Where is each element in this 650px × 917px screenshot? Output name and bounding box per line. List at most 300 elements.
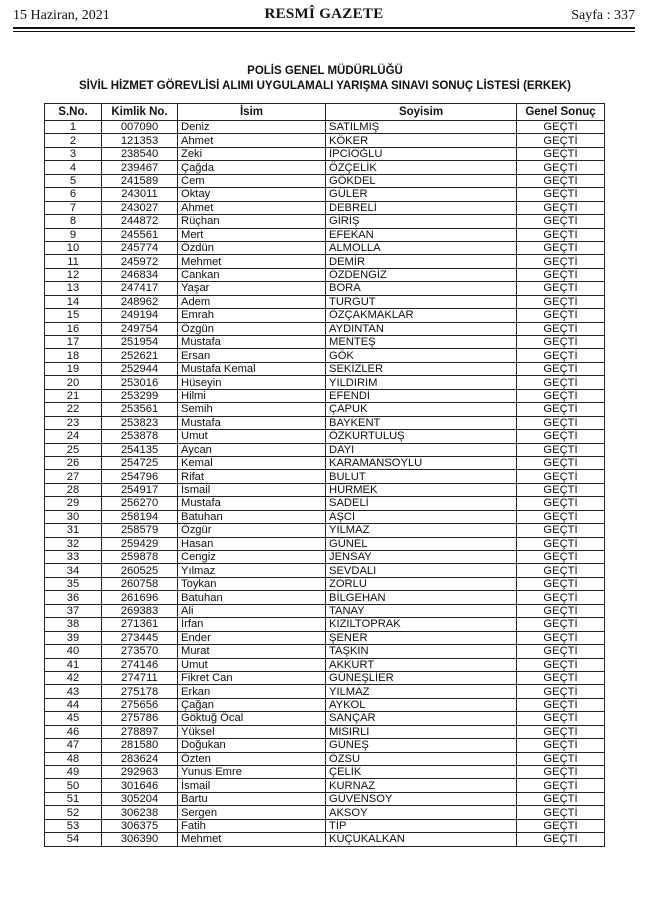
cell-name: Ahmet	[178, 201, 326, 214]
cell-surname: GÜNEŞ	[326, 739, 517, 752]
cell-surname: BİLGEHAN	[326, 591, 517, 604]
cell-result: GEÇTİ	[517, 752, 605, 765]
cell-result: GEÇTİ	[517, 470, 605, 483]
cell-surname: TURGUT	[326, 295, 517, 308]
cell-name: Cengiz	[178, 551, 326, 564]
cell-sno: 10	[45, 241, 102, 254]
cell-name: Mustafa Kemal	[178, 362, 326, 375]
cell-id: 253299	[102, 389, 178, 402]
cell-surname: AYDINTAN	[326, 322, 517, 335]
cell-surname: ÇAPUK	[326, 403, 517, 416]
cell-sno: 19	[45, 362, 102, 375]
cell-result: GEÇTİ	[517, 201, 605, 214]
cell-surname: AŞCI	[326, 510, 517, 523]
cell-id: 243011	[102, 188, 178, 201]
table-row	[45, 443, 605, 456]
cell-sno: 26	[45, 456, 102, 469]
cell-name: Zeki	[178, 147, 326, 160]
cell-result: GEÇTİ	[517, 739, 605, 752]
cell-surname: ÇELİK	[326, 766, 517, 779]
cell-name: Yüksel	[178, 725, 326, 738]
cell-result: GEÇTİ	[517, 591, 605, 604]
organization-name: POLİS GENEL MÜDÜRLÜĞÜ	[247, 65, 403, 77]
cell-surname: HÜRMEK	[326, 483, 517, 496]
cell-result: GEÇTİ	[517, 188, 605, 201]
cell-name: Çağda	[178, 161, 326, 174]
table-row	[45, 483, 605, 496]
cell-surname: ÖZÇELİK	[326, 161, 517, 174]
table-row	[45, 712, 605, 725]
cell-id: 259429	[102, 537, 178, 550]
table-row	[45, 376, 605, 389]
cell-result: GEÇTİ	[517, 456, 605, 469]
cell-sno: 38	[45, 618, 102, 631]
cell-name: Rifat	[178, 470, 326, 483]
cell-id: 121353	[102, 134, 178, 147]
table-row	[45, 698, 605, 711]
column-header-id: Kimlik No.	[102, 104, 178, 121]
cell-id: 292963	[102, 766, 178, 779]
cell-sno: 27	[45, 470, 102, 483]
cell-surname: TİP	[326, 819, 517, 832]
cell-name: Bartu	[178, 792, 326, 805]
cell-surname: AYKOL	[326, 698, 517, 711]
cell-sno: 21	[45, 389, 102, 402]
cell-result: GEÇTİ	[517, 215, 605, 228]
cell-result: GEÇTİ	[517, 147, 605, 160]
cell-result: GEÇTİ	[517, 645, 605, 658]
cell-name: Fatih	[178, 819, 326, 832]
cell-surname: ÖZKURTULUŞ	[326, 430, 517, 443]
cell-result: GEÇTİ	[517, 295, 605, 308]
cell-id: 251954	[102, 336, 178, 349]
cell-result: GEÇTİ	[517, 443, 605, 456]
cell-id: 247417	[102, 282, 178, 295]
cell-name: Sergen	[178, 806, 326, 819]
cell-surname: AKSOY	[326, 806, 517, 819]
cell-name: Yılmaz	[178, 564, 326, 577]
cell-sno: 13	[45, 282, 102, 295]
table-row	[45, 792, 605, 805]
cell-sno: 50	[45, 779, 102, 792]
cell-surname: GÜNEŞLİER	[326, 671, 517, 684]
column-header-surname: Soyisim	[326, 104, 517, 121]
cell-id: 260758	[102, 577, 178, 590]
cell-name: Murat	[178, 645, 326, 658]
header-rule-thin	[13, 31, 635, 32]
cell-surname: MENTEŞ	[326, 336, 517, 349]
cell-result: GEÇTİ	[517, 725, 605, 738]
table-row	[45, 228, 605, 241]
table-row	[45, 336, 605, 349]
cell-sno: 22	[45, 403, 102, 416]
cell-id: 007090	[102, 121, 178, 134]
cell-surname: YILMAZ	[326, 685, 517, 698]
cell-name: Doğukan	[178, 739, 326, 752]
cell-id: 274711	[102, 671, 178, 684]
cell-id: 241589	[102, 174, 178, 187]
cell-name: Deniz	[178, 121, 326, 134]
cell-result: GEÇTİ	[517, 403, 605, 416]
cell-sno: 33	[45, 551, 102, 564]
table-row	[45, 430, 605, 443]
cell-sno: 49	[45, 766, 102, 779]
cell-surname: DAYI	[326, 443, 517, 456]
header-gazette-title: RESMÎ GAZETE	[264, 6, 384, 22]
table-row	[45, 524, 605, 537]
cell-surname: YILDIRIM	[326, 376, 517, 389]
cell-name: İsmail	[178, 779, 326, 792]
table-row	[45, 497, 605, 510]
cell-surname: BAYKENT	[326, 416, 517, 429]
cell-sno: 18	[45, 349, 102, 362]
cell-id: 253016	[102, 376, 178, 389]
cell-result: GEÇTİ	[517, 161, 605, 174]
table-row	[45, 819, 605, 832]
cell-sno: 29	[45, 497, 102, 510]
cell-sno: 41	[45, 658, 102, 671]
cell-sno: 45	[45, 712, 102, 725]
cell-surname: KÖKER	[326, 134, 517, 147]
cell-result: GEÇTİ	[517, 577, 605, 590]
table-row	[45, 362, 605, 375]
cell-sno: 12	[45, 268, 102, 281]
cell-sno: 35	[45, 577, 102, 590]
cell-id: 244872	[102, 215, 178, 228]
table-row	[45, 134, 605, 147]
cell-surname: GÜVENSOY	[326, 792, 517, 805]
cell-id: 259878	[102, 551, 178, 564]
cell-sno: 4	[45, 161, 102, 174]
table-row	[45, 510, 605, 523]
cell-sno: 17	[45, 336, 102, 349]
cell-id: 273570	[102, 645, 178, 658]
table-row	[45, 631, 605, 644]
table-row	[45, 241, 605, 254]
table-row	[45, 551, 605, 564]
cell-name: Fikret Can	[178, 671, 326, 684]
cell-surname: ÖZDENGİZ	[326, 268, 517, 281]
cell-id: 248962	[102, 295, 178, 308]
cell-sno: 52	[45, 806, 102, 819]
cell-id: 249194	[102, 309, 178, 322]
table-row	[45, 255, 605, 268]
table-row	[45, 456, 605, 469]
cell-name: Umut	[178, 658, 326, 671]
cell-name: Batuhan	[178, 510, 326, 523]
cell-id: 254917	[102, 483, 178, 496]
cell-id: 249754	[102, 322, 178, 335]
results-table	[44, 103, 605, 847]
cell-name: Rüçhan	[178, 215, 326, 228]
cell-surname: GÜNEL	[326, 537, 517, 550]
cell-sno: 42	[45, 671, 102, 684]
cell-id: 256270	[102, 497, 178, 510]
cell-id: 239467	[102, 161, 178, 174]
cell-sno: 3	[45, 147, 102, 160]
cell-surname: GÜLER	[326, 188, 517, 201]
table-row	[45, 618, 605, 631]
cell-surname: KIZILTOPRAK	[326, 618, 517, 631]
cell-id: 245972	[102, 255, 178, 268]
gazette-header	[13, 6, 635, 24]
cell-result: GEÇTİ	[517, 241, 605, 254]
cell-sno: 40	[45, 645, 102, 658]
cell-id: 306238	[102, 806, 178, 819]
cell-surname: İPCİOĞLU	[326, 147, 517, 160]
cell-surname: ÖZÇAKMAKLAR	[326, 309, 517, 322]
cell-id: 253561	[102, 403, 178, 416]
cell-id: 254135	[102, 443, 178, 456]
cell-result: GEÇTİ	[517, 389, 605, 402]
cell-name: Kemal	[178, 456, 326, 469]
cell-result: GEÇTİ	[517, 766, 605, 779]
cell-result: GEÇTİ	[517, 349, 605, 362]
cell-name: Cem	[178, 174, 326, 187]
cell-sno: 43	[45, 685, 102, 698]
cell-sno: 20	[45, 376, 102, 389]
cell-sno: 28	[45, 483, 102, 496]
column-header-result: Genel Sonuç	[517, 104, 605, 121]
table-row	[45, 645, 605, 658]
cell-id: 253878	[102, 430, 178, 443]
cell-result: GEÇTİ	[517, 537, 605, 550]
table-header-row	[45, 104, 605, 121]
cell-surname: BULUT	[326, 470, 517, 483]
cell-result: GEÇTİ	[517, 833, 605, 846]
cell-id: 245561	[102, 228, 178, 241]
cell-result: GEÇTİ	[517, 712, 605, 725]
table-row	[45, 739, 605, 752]
cell-name: Özgür	[178, 524, 326, 537]
cell-id: 275178	[102, 685, 178, 698]
table-row	[45, 147, 605, 160]
cell-surname: MISIRLI	[326, 725, 517, 738]
table-row	[45, 188, 605, 201]
cell-surname: KARAMANSOYLU	[326, 456, 517, 469]
cell-result: GEÇTİ	[517, 685, 605, 698]
cell-id: 306390	[102, 833, 178, 846]
cell-name: Göktuğ Öcal	[178, 712, 326, 725]
cell-surname: SADELİ	[326, 497, 517, 510]
cell-name: İrfan	[178, 618, 326, 631]
cell-result: GEÇTİ	[517, 806, 605, 819]
table-row	[45, 564, 605, 577]
cell-id: 243027	[102, 201, 178, 214]
cell-name: Hüseyin	[178, 376, 326, 389]
document-title: SİVİL HİZMET GÖREVLİSİ ALIMI UYGULAMALI YARIŞMA SINAVI SONUÇ LİSTESİ (ERKEK)	[79, 80, 571, 92]
cell-id: 283624	[102, 752, 178, 765]
cell-id: 252621	[102, 349, 178, 362]
cell-result: GEÇTİ	[517, 604, 605, 617]
cell-name: Ersan	[178, 349, 326, 362]
cell-name: Erkan	[178, 685, 326, 698]
cell-id: 275786	[102, 712, 178, 725]
cell-sno: 5	[45, 174, 102, 187]
cell-result: GEÇTİ	[517, 497, 605, 510]
cell-sno: 15	[45, 309, 102, 322]
cell-id: 301646	[102, 779, 178, 792]
cell-surname: DEMİR	[326, 255, 517, 268]
cell-id: 269383	[102, 604, 178, 617]
cell-result: GEÇTİ	[517, 564, 605, 577]
cell-result: GEÇTİ	[517, 134, 605, 147]
cell-sno: 25	[45, 443, 102, 456]
cell-result: GEÇTİ	[517, 121, 605, 134]
cell-surname: KURNAZ	[326, 779, 517, 792]
cell-id: 238540	[102, 147, 178, 160]
cell-sno: 51	[45, 792, 102, 805]
table-row	[45, 268, 605, 281]
cell-name: Ahmet	[178, 134, 326, 147]
table-row	[45, 766, 605, 779]
cell-sno: 24	[45, 430, 102, 443]
cell-result: GEÇTİ	[517, 658, 605, 671]
cell-surname: ZORLU	[326, 577, 517, 590]
table-row	[45, 671, 605, 684]
cell-name: Mert	[178, 228, 326, 241]
cell-surname: TANAY	[326, 604, 517, 617]
cell-sno: 8	[45, 215, 102, 228]
cell-name: Yaşar	[178, 282, 326, 295]
cell-surname: SEVDALI	[326, 564, 517, 577]
cell-result: GEÇTİ	[517, 416, 605, 429]
cell-id: 258194	[102, 510, 178, 523]
cell-sno: 30	[45, 510, 102, 523]
cell-sno: 39	[45, 631, 102, 644]
cell-surname: DEBRELİ	[326, 201, 517, 214]
header-page-number: Sayfa : 337	[571, 8, 635, 23]
cell-name: Mustafa	[178, 336, 326, 349]
cell-name: Ali	[178, 604, 326, 617]
table-row	[45, 537, 605, 550]
cell-sno: 11	[45, 255, 102, 268]
cell-id: 275656	[102, 698, 178, 711]
table-row	[45, 174, 605, 187]
cell-result: GEÇTİ	[517, 779, 605, 792]
cell-sno: 9	[45, 228, 102, 241]
cell-id: 254796	[102, 470, 178, 483]
cell-name: Oktay	[178, 188, 326, 201]
cell-sno: 46	[45, 725, 102, 738]
cell-result: GEÇTİ	[517, 483, 605, 496]
cell-result: GEÇTİ	[517, 376, 605, 389]
cell-id: 260525	[102, 564, 178, 577]
cell-name: Semih	[178, 403, 326, 416]
table-body	[45, 121, 605, 847]
cell-name: Özten	[178, 752, 326, 765]
cell-result: GEÇTİ	[517, 524, 605, 537]
table-row	[45, 121, 605, 134]
cell-result: GEÇTİ	[517, 671, 605, 684]
cell-name: Yunus Emre	[178, 766, 326, 779]
cell-surname: EFENDİ	[326, 389, 517, 402]
cell-id: 281580	[102, 739, 178, 752]
cell-result: GEÇTİ	[517, 618, 605, 631]
cell-surname: GİRİŞ	[326, 215, 517, 228]
cell-id: 274146	[102, 658, 178, 671]
cell-result: GEÇTİ	[517, 255, 605, 268]
cell-result: GEÇTİ	[517, 174, 605, 187]
cell-sno: 34	[45, 564, 102, 577]
cell-sno: 1	[45, 121, 102, 134]
cell-id: 278897	[102, 725, 178, 738]
cell-surname: JENSAY	[326, 551, 517, 564]
cell-id: 252944	[102, 362, 178, 375]
table-row	[45, 201, 605, 214]
cell-id: 271361	[102, 618, 178, 631]
cell-name: Mustafa	[178, 416, 326, 429]
cell-name: Hilmi	[178, 389, 326, 402]
table-row	[45, 309, 605, 322]
cell-sno: 23	[45, 416, 102, 429]
column-header-sno: S.No.	[45, 104, 102, 121]
cell-result: GEÇTİ	[517, 631, 605, 644]
cell-surname: ALMOLLA	[326, 241, 517, 254]
table-row	[45, 295, 605, 308]
cell-sno: 53	[45, 819, 102, 832]
cell-result: GEÇTİ	[517, 551, 605, 564]
cell-result: GEÇTİ	[517, 430, 605, 443]
table-row	[45, 658, 605, 671]
cell-surname: ŞENER	[326, 631, 517, 644]
cell-result: GEÇTİ	[517, 792, 605, 805]
cell-result: GEÇTİ	[517, 336, 605, 349]
cell-id: 273445	[102, 631, 178, 644]
cell-sno: 14	[45, 295, 102, 308]
table-row	[45, 322, 605, 335]
cell-sno: 36	[45, 591, 102, 604]
cell-name: Emrah	[178, 309, 326, 322]
cell-sno: 54	[45, 833, 102, 846]
cell-id: 258579	[102, 524, 178, 537]
cell-surname: SEKİZLER	[326, 362, 517, 375]
cell-name: Adem	[178, 295, 326, 308]
cell-surname: EFEKAN	[326, 228, 517, 241]
cell-result: GEÇTİ	[517, 228, 605, 241]
cell-name: Ender	[178, 631, 326, 644]
cell-sno: 47	[45, 739, 102, 752]
cell-id: 254725	[102, 456, 178, 469]
cell-surname: GÖK	[326, 349, 517, 362]
cell-surname: SATILMIŞ	[326, 121, 517, 134]
cell-name: Toykan	[178, 577, 326, 590]
cell-id: 305204	[102, 792, 178, 805]
table-row	[45, 779, 605, 792]
cell-name: Cankan	[178, 268, 326, 281]
cell-id: 246834	[102, 268, 178, 281]
table-row	[45, 833, 605, 846]
cell-surname: BORA	[326, 282, 517, 295]
cell-surname: ÖZSU	[326, 752, 517, 765]
cell-surname: YILMAZ	[326, 524, 517, 537]
cell-name: Aycan	[178, 443, 326, 456]
table-row	[45, 604, 605, 617]
table-row	[45, 577, 605, 590]
table-row	[45, 685, 605, 698]
table-row	[45, 215, 605, 228]
cell-result: GEÇTİ	[517, 362, 605, 375]
table-row	[45, 282, 605, 295]
cell-name: Umut	[178, 430, 326, 443]
header-rule-thick	[13, 27, 635, 29]
cell-sno: 6	[45, 188, 102, 201]
column-header-name: İsim	[178, 104, 326, 121]
table-row	[45, 470, 605, 483]
cell-id: 253823	[102, 416, 178, 429]
cell-id: 306375	[102, 819, 178, 832]
cell-sno: 7	[45, 201, 102, 214]
